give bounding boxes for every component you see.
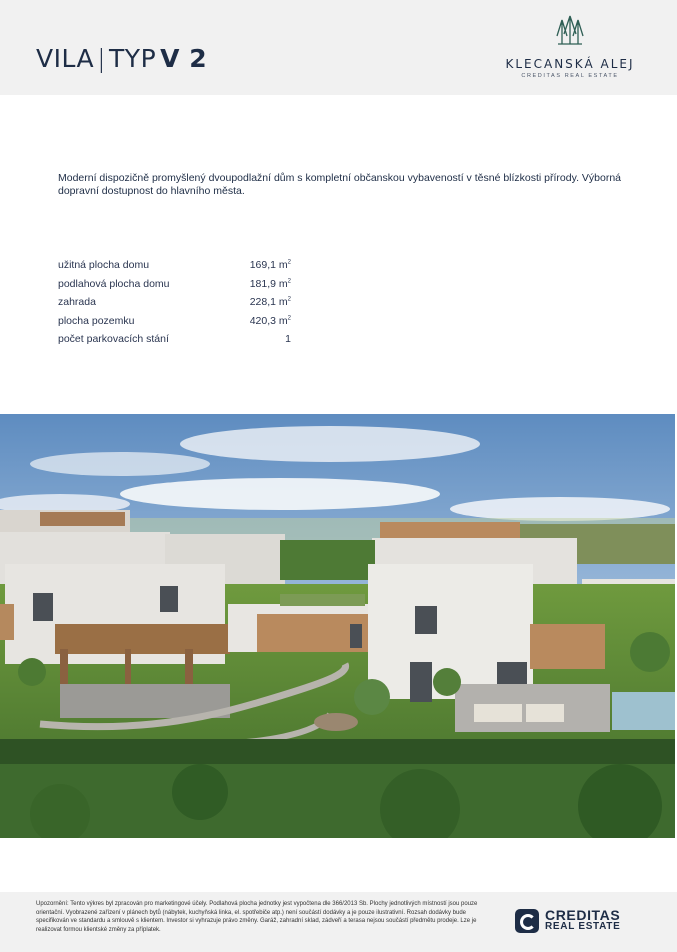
intro-text: Moderní dispozičně promyšlený dvoupodlažní dům s kompletní občanskou vybaveností v těsné blízkosti přírody. Výborná dopravní dostupnost do hlavního města.	[58, 172, 622, 197]
title-main: VILA	[36, 44, 95, 73]
spec-label: užitná plocha domu	[58, 259, 150, 272]
spec-label: zahrada	[58, 296, 96, 309]
spec-value: 181,9 $m^2$	[249, 277, 291, 290]
title-separator: |	[97, 44, 107, 73]
title-code: V 2	[160, 44, 208, 73]
header-band	[0, 0, 677, 95]
spec-label: podlahová plocha domu	[58, 277, 170, 290]
creditas-line1: CREDITAS	[545, 907, 621, 923]
spec-table	[58, 256, 291, 349]
spec-row	[58, 312, 291, 331]
spec-value: 420,3 $m^2$	[249, 314, 291, 327]
spec-row	[58, 256, 291, 275]
brand-subtitle: CREDITAS REAL ESTATE	[521, 73, 619, 79]
title-type: TYP	[109, 44, 157, 73]
spec-row	[58, 293, 291, 312]
spec-label: počet parkovacích stání	[58, 333, 169, 346]
creditas-mark-icon	[515, 909, 539, 933]
creditas-logo	[515, 909, 620, 933]
disclaimer-text: Upozornění: Tento výkres byl zpracován pro marketingové účely. Podlahová plocha jednotky jest vypočtena dle 366/2013 Sb. Plochy jednotlivých místností jsou pouze orientační. Vyobrazené zařízení v plánech bytů (nábytek, kuchyňská linka, el. spotřebiče atp.) není součástí dodávky a je pouze ilustrativní. Rozsah dodávky bude specifikován ve standardu a smlouvě s klientem. Investor si vyhrazuje právo změny. Garáž, zahradní sklad, zádveří a terasa nejsou součástí předmětu prodeje. Lze je realizovat formou klientské změny za příplatek.	[36, 901, 478, 933]
creditas-line2: REAL ESTATE	[545, 921, 621, 932]
tree-logo-icon	[554, 14, 586, 46]
spec-row	[58, 275, 291, 294]
page-title	[36, 44, 207, 73]
brand-name: KLECANSKÁ ALEJ	[505, 57, 635, 71]
spec-label: plocha pozemku	[58, 314, 135, 327]
klecanska-logo	[490, 14, 650, 88]
footer-band	[0, 892, 677, 952]
creditas-wordmark	[545, 909, 620, 933]
spec-value: 169,1 $m^2$	[249, 259, 291, 272]
spec-value: 1	[285, 333, 291, 346]
spec-row	[58, 330, 291, 349]
spec-value: 228,1 $m^2$	[249, 296, 291, 309]
villa-render-image	[0, 414, 675, 838]
